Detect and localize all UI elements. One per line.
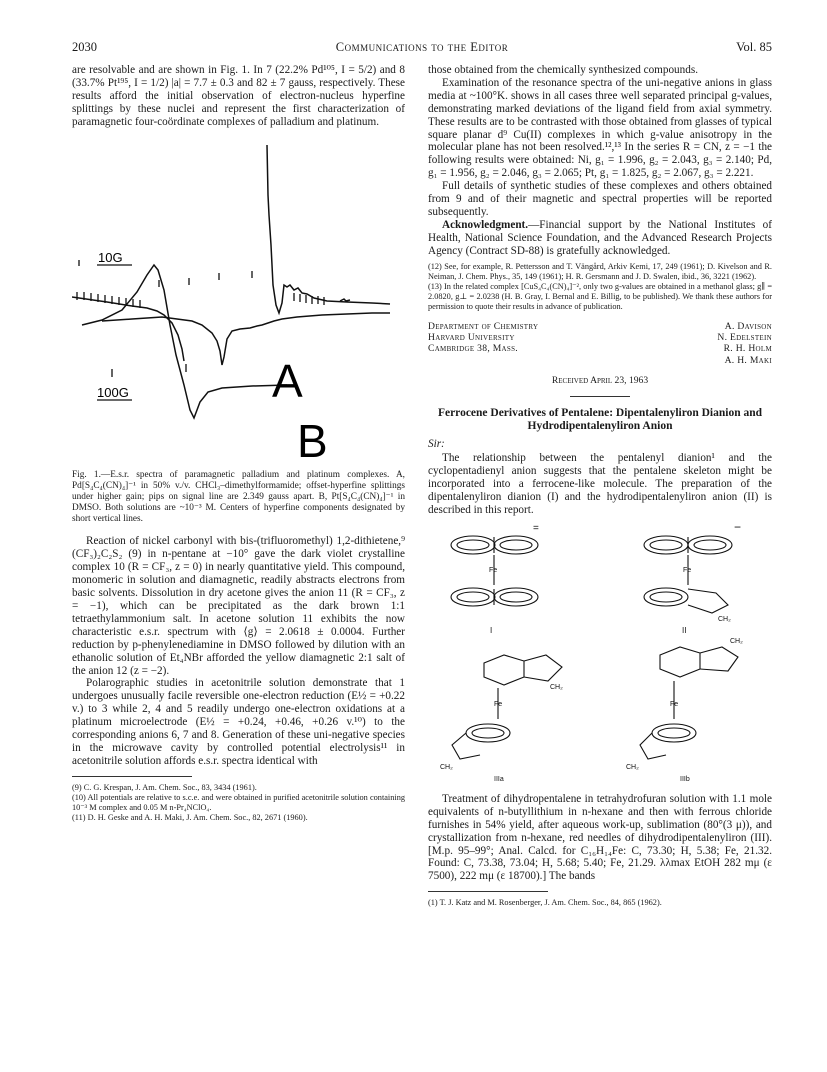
section-rule	[570, 396, 630, 397]
iron-label: Fe	[489, 566, 498, 574]
footnote: (11) D. H. Geske and A. H. Maki, J. Am. Chem. Soc., 82, 2671 (1960).	[72, 813, 308, 823]
iron-label: Fe	[683, 566, 692, 574]
acknowledgment-text: —Financial support by the National Institutes of Health, National Science Foundation, and the Advanced Research Projects Agency (Contract SD-88) is gratefully acknowledged.	[428, 218, 772, 257]
received-date: Received April 23, 1963	[551, 374, 649, 386]
author: N. Edelstein	[717, 332, 772, 344]
iron-label: Fe	[494, 700, 503, 708]
footnote-rule	[72, 776, 192, 777]
footnote: (1) T. J. Katz and M. Rosenberger, J. Am. Chem. Soc., 84, 865 (1962).	[428, 898, 662, 908]
right-column	[428, 64, 772, 909]
acknowledgment	[428, 219, 772, 258]
compound-label-i: I	[490, 625, 493, 635]
affiliation-block	[428, 321, 772, 369]
author: A. H. Maki	[724, 354, 772, 366]
paragraph: Polarographic studies in acetonitrile solution demonstrate that 1 undergoes unusually facile reversible one-electron reduction (E½ = +0.22 v.) to 3 while 2, 4 and 5 readily undergo one-electron oxidations at a platinum microelectrode (E½ = +0.24, +0.46, +0.26 v.¹⁰) to the corresponding anions 6, 7 and 8. Generation of these uni-negative species in the microwave cavity by controlled potential electrolysis¹¹ in acetonitrile solution affords e.s.r. spectra identical with	[72, 677, 405, 767]
iron-label: Fe	[670, 700, 679, 708]
footnote: (10) All potentials are relative to s.c.e. and were obtained in purified acetonitrile solution containing 10⁻³ M complex and 0.05 M n-Pr₄NClO₄.	[72, 792, 405, 813]
charge-label: −	[734, 522, 742, 534]
author: A. Davison	[724, 320, 772, 332]
methylene-label: CH₂	[550, 683, 563, 691]
footnote: (9) C. G. Krespan, J. Am. Chem. Soc., 83, 3434 (1961).	[72, 782, 257, 792]
volume-label: Vol. 85	[736, 40, 772, 54]
paragraph: Examination of the resonance spectra of the uni-negative anions in glass media at ~100°K. shows in all cases three well separated principal g-values, demonstrating marked deviations of the ligand field from axial symmetry. These results are to be contrasted with those obtained from glasses of typical square planar d⁹ Cu(II) complexes in which g-value anisotropy in the molecular plane has not been resolved.¹²,¹³ In the series R = CN, z = −1 the following results were obtained: Ni, g₁ = 1.996, g₂ = 2.043, g₃ = 2.140; Pd, g₁ = 1.956, g₂ = 2.046, g₃ = 2.065; Pt, g₁ = 1.825, g₂ = 2.067, g₃ = 2.221.	[428, 76, 772, 180]
paragraph: Treatment of dihydropentalene in tetrahydrofuran solution with 1.1 mole equivalents of n-butyllithium in n-hexane and then with ferrous chloride furnishes in 54% yield, after aqueous work-up, sublimation (80°(3 μ)), and crystallization from n-hexane, red needles of dihydrodipentalenyliron (III). [M.p. 95–99°; Anal. Calcd. for C₁₆H₁₄Fe: C, 73.30; H, 5.38; Fe, 21.32. Found: C, 73.38, 73.04; H, 5.68; 5.40; Fe, 21.29. λλmax EtOH 282 mμ (ε 7500), 222 mμ (ε 18700).] The bands	[428, 792, 772, 883]
paragraph: are resolvable and are shown in Fig. 1. In 7 (22.2% Pd¹⁰⁵, I = 5/2) and 8 (33.7% Pt¹⁹⁵, I = 1/2) |a| = 7.7 ± 0.3 and 82 ± 7 gauss, respectively. These results afford the initial observation of electron-nucleus hyperfine splittings by these nuclei and represent the first characterization of paramagnetic four-coördinate complexes of palladium and platinum.	[72, 64, 405, 128]
spectrum-a-tail	[340, 299, 350, 301]
scale-label-a: 10G	[98, 249, 123, 265]
compound-label-iiia: IIIa	[494, 775, 504, 783]
university: Harvard University	[428, 332, 515, 344]
methylene-label: CH₂	[730, 637, 743, 645]
author: R. H. Holm	[723, 343, 772, 355]
charge-label: =	[533, 522, 539, 534]
ferrocene-structures	[428, 523, 772, 785]
journal-section: Communications to the Editor	[335, 40, 509, 54]
figure-caption: Fig. 1.—E.s.r. spectra of paramagnetic palladium and platinum complexes. A, Pd[S₄C₄(CN)₄]⁻¹ in 50% v./v. CHCl₃–dimethylformamide; offset-hyperfine splittings under higher gain; pips on signal line are 2.349 gauss apart. B, Pt[S₄C₄(CN)₄]⁻¹ in DMSO. Both solutions are ~10⁻³ M. Centers of hyperfine components designated by short vertical lines.	[72, 470, 405, 525]
author-list	[717, 321, 772, 367]
left-column	[72, 64, 405, 824]
compound-label-iiib: IIIb	[680, 775, 690, 783]
salutation: Sir:	[428, 437, 445, 450]
scale-label-b: 100G	[97, 384, 129, 400]
methylene-label: CH₂	[626, 763, 639, 771]
paragraph: The relationship between the pentalenyl dianion¹ and the cyclopentadienyl anion suggests that the pentalene skeleton might be incorporated into a ferrocene-like molecule. The preparation of the dipentalenyliron dianion (I) and the hydrodipentalenyliron anion (II) is described in this report.	[428, 452, 772, 517]
footnote: (13) In the related complex [CuS₄C₄(CN)₄]⁻², only two g-values are obtained in a methanol glass; g∥ = 2.0820, g⊥ = 2.0238 (H. B. Gray, I. Bernal and E. Billig, to be published). We thank these authors for permission to quote their results in advance of publication.	[428, 282, 772, 312]
paragraph: Full details of synthetic studies of these complexes and others obtained from 9 and of their magnetic and spectral properties will be reported subsequently.	[428, 180, 772, 218]
page-header	[72, 40, 772, 56]
city: Cambridge 38, Mass.	[428, 343, 518, 355]
methylene-label: CH₂	[440, 763, 453, 771]
department: Department of Chemistry	[428, 320, 539, 332]
footnote: (12) See, for example, R. Pettersson and T. Vängård, Arkiv Kemi, 17, 249 (1961); D. Kivelson and R. Neiman, J. Chem. Phys., 35, 149 (1961); H. R. Gersmann and J. D. Swalen, ibid., 36, 3221 (1962).	[428, 261, 772, 281]
spectrum-a-high-gain	[267, 145, 390, 313]
chemical-structures-diagram	[428, 523, 772, 785]
department-address	[428, 321, 538, 355]
methylene-label: CH₂	[718, 615, 731, 623]
panel-label-b: B	[297, 414, 328, 461]
acknowledgment-label: Acknowledgment.	[442, 218, 529, 231]
spectrum-a-main	[102, 313, 390, 365]
paragraph: Reaction of nickel carbonyl with bis-(trifluoromethyl) 1,2-dithietene,⁹ (CF₃)₂C₂S₂ (9) in n-pentane at −10° gave the dark violet crystalline complex 10 (R = CF₃, z = 0) in nearly quantitative yield. This compound, monomeric in solution and diamagnetic, readily abstracts electrons from basic solvents. Dissolution in dry acetone gives the anion 11 (R = CF₃, z = −1), which can be precipitated as the dark brown 1:1 tetraethylammonium salt. In acetone solution 11 exhibits the now characteristic e.s.r. spectrum with ⟨g⟩ = 2.0618 ± 0.0004. Further reduction by p-phenylenediamine in DMSO followed by dilution with an ethanolic solution of Et₄NBr afforded the yellow diamagnetic 2:1 salt of the anion 12 (z = −2).	[72, 535, 405, 677]
page-number: 2030	[72, 40, 97, 54]
footnote-rule	[428, 891, 548, 892]
compound-label-ii: II	[682, 625, 687, 635]
article-title: Ferrocene Derivatives of Pentalene: Dipentalenyliron Dianion and Hydrodipentalenyliron Anion	[437, 406, 763, 433]
panel-label-a: A	[272, 354, 303, 407]
esr-spectra-plot	[72, 135, 405, 461]
paragraph: those obtained from the chemically synthesized compounds.	[428, 64, 698, 76]
esr-figure	[72, 135, 405, 465]
